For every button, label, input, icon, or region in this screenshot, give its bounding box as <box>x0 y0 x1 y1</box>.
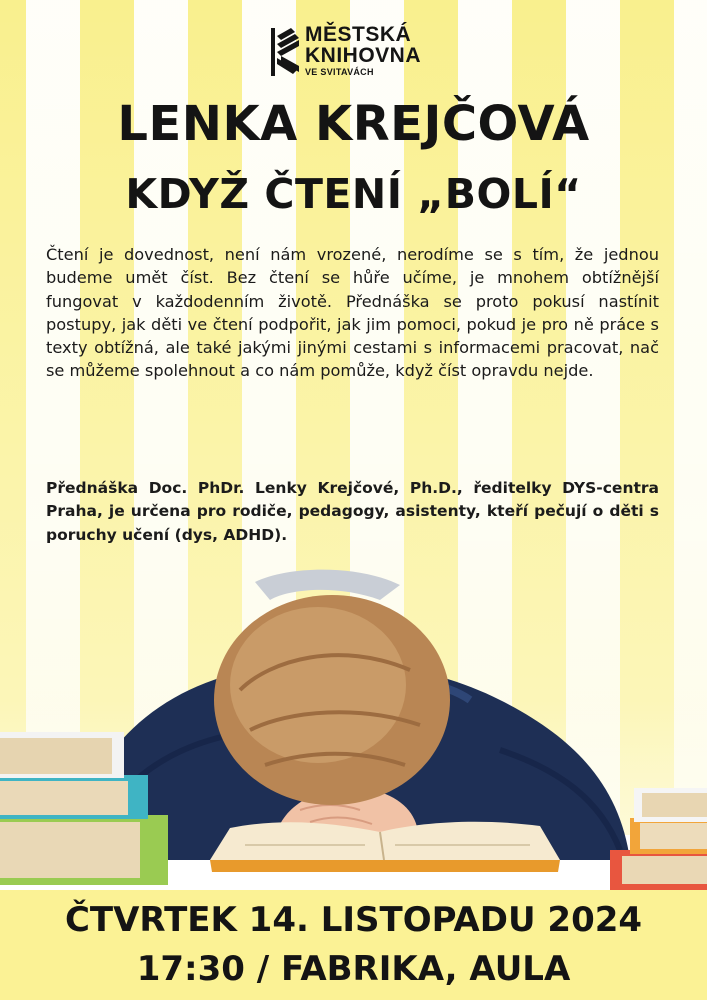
lecture-title: KDYŽ ČTENÍ „BOLÍ“ <box>125 170 582 218</box>
lecture-highlight: Přednáška Doc. PhDr. Lenky Krejčové, Ph.D., ředitelky DYS-centra Praha, je určena pro rodiče, pedagogy, asistenty, kteří pečují o děti s poruchy učení (dys, ADHD). <box>46 479 659 544</box>
library-logo <box>271 24 421 84</box>
boy-sleeping-on-books-illustration <box>0 560 707 900</box>
library-logo-mark-icon <box>271 26 301 78</box>
logo-line-2: KNIHOVNA <box>305 44 422 67</box>
library-logo-text <box>305 24 421 78</box>
logo-line-3: VE SVITAVÁCH <box>305 67 374 77</box>
event-date: ČTVRTEK 14. LISTOPADU 2024 <box>64 900 643 940</box>
logo-line-1: MĚSTSKÁ <box>305 23 412 46</box>
event-time-place: 17:30 / FABRIKA, AULA <box>136 949 571 989</box>
speaker-name: LENKA KREJČOVÁ <box>117 96 590 152</box>
lecture-description: Čtení je dovednost, není nám vrozené, nerodíme se s tím, že jednou budeme umět číst. Bez čtení se hůře učíme, je mnohem obtížnější fungovat v každodenním životě. Přednáška se proto pokusí nastínit postupy, jak děti ve čtení podpořit, jak jim pomoci, pokud je pro ně práce s texty obtížná, ale také jakými jinými cestami s informacemi pracovat, nač se můžeme spolehnout a co nám pomůže, když číst opravdu nejde. <box>46 245 659 381</box>
